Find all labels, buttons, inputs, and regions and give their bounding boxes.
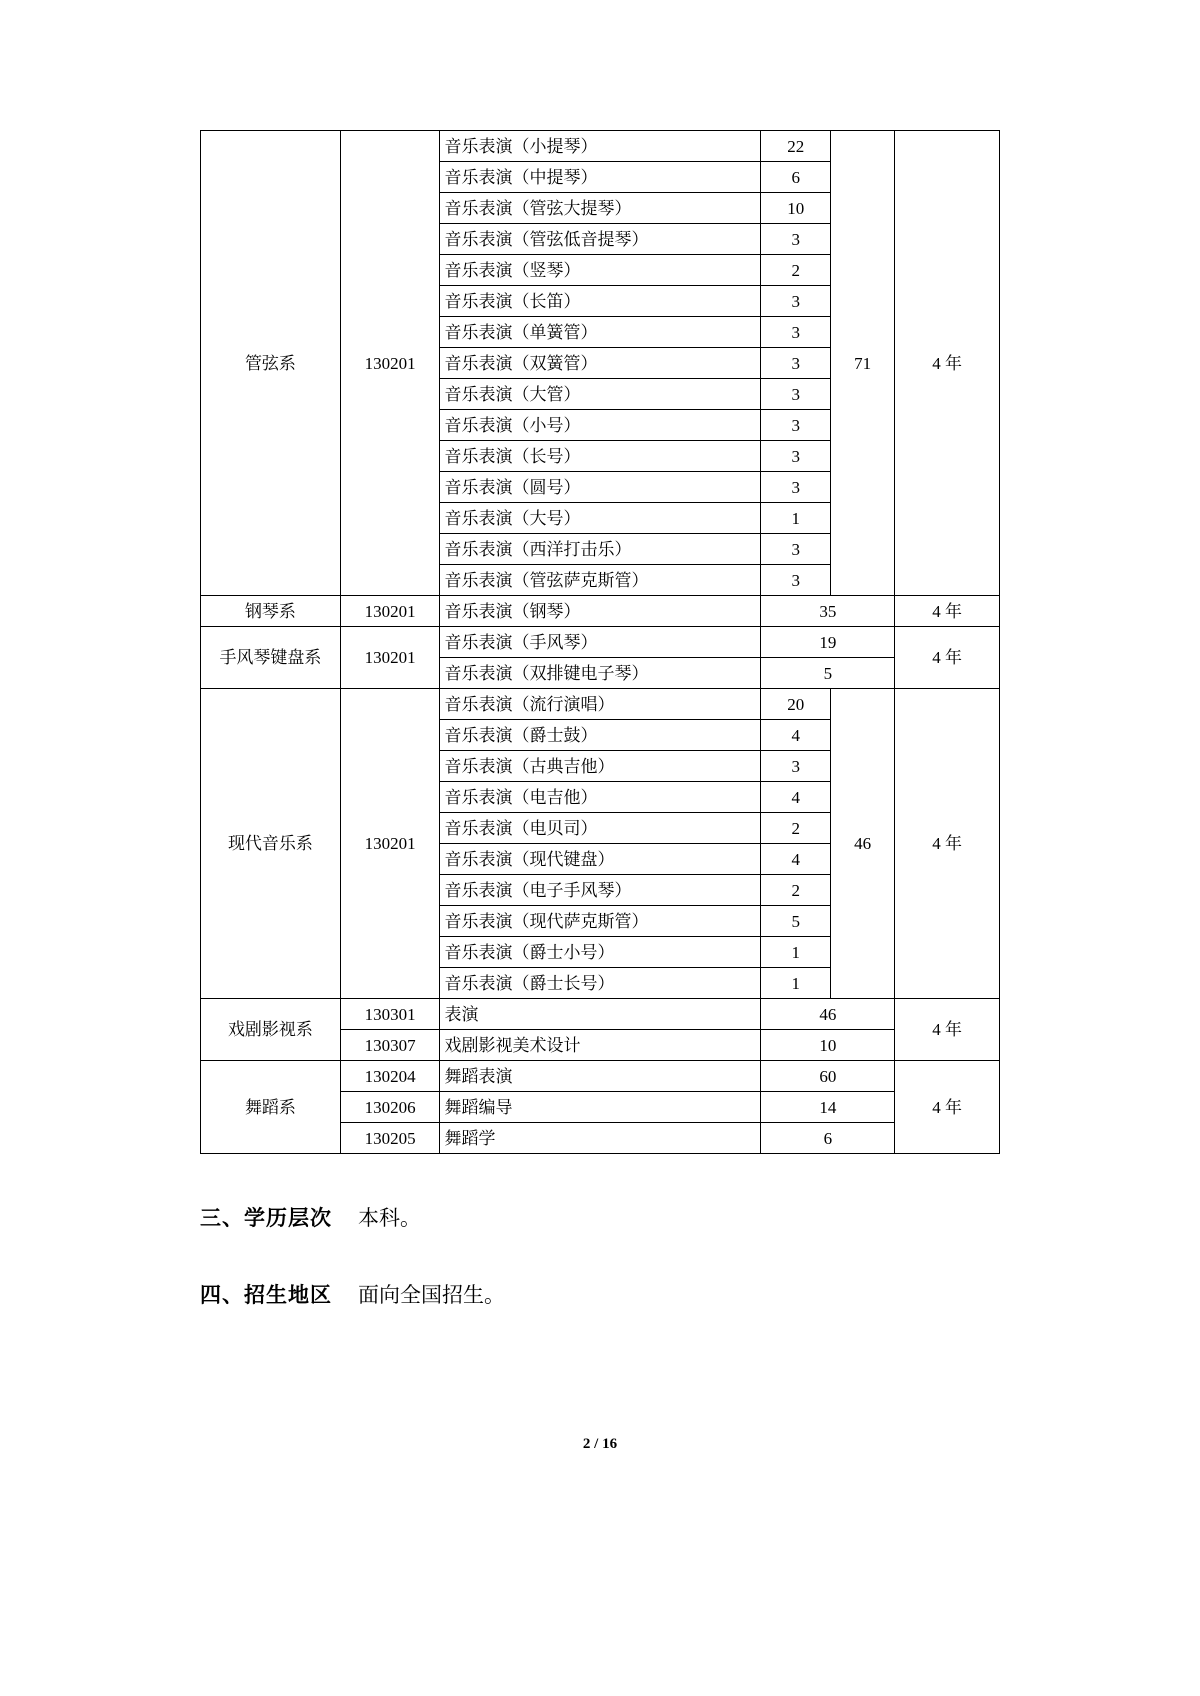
cell-major-name: 音乐表演（大号）: [440, 503, 761, 534]
cell-major-code: 130301: [340, 999, 440, 1030]
cell-plan-count: 20: [761, 689, 830, 720]
cell-major-name: 音乐表演（大管）: [440, 379, 761, 410]
cell-plan-count: 35: [761, 596, 895, 627]
cell-major-code: 130201: [340, 131, 440, 596]
section-row: [200, 1285, 1000, 1306]
cell-plan-count: 1: [761, 937, 830, 968]
cell-major-name: 音乐表演（钢琴）: [440, 596, 761, 627]
table-row: [201, 131, 1000, 162]
cell-major-name: 音乐表演（电贝司）: [440, 813, 761, 844]
cell-major-name: 音乐表演（双簧管）: [440, 348, 761, 379]
cell-major-code: 130201: [340, 596, 440, 627]
cell-major-name: 音乐表演（电吉他）: [440, 782, 761, 813]
page-content: [200, 130, 1000, 1306]
cell-major-name: 音乐表演（爵士鼓）: [440, 720, 761, 751]
cell-study-years: 4 年: [895, 131, 1000, 596]
cell-plan-count: 2: [761, 813, 830, 844]
cell-plan-count: 4: [761, 720, 830, 751]
table-row: [201, 999, 1000, 1030]
cell-plan-count: 3: [761, 472, 830, 503]
cell-plan-count: 6: [761, 1123, 895, 1154]
cell-major-code: 130204: [340, 1061, 440, 1092]
section-body: 面向全国招生。: [358, 1283, 505, 1307]
cell-major-name: 音乐表演（手风琴）: [440, 627, 761, 658]
cell-plan-count: 3: [761, 534, 830, 565]
cell-plan-count: 3: [761, 410, 830, 441]
cell-major-code: 130206: [340, 1092, 440, 1123]
cell-major-name: 音乐表演（管弦萨克斯管）: [440, 565, 761, 596]
cell-major-name: 音乐表演（现代萨克斯管）: [440, 906, 761, 937]
cell-plan-count: 3: [761, 224, 830, 255]
section-title: 三、学历层次: [200, 1206, 332, 1230]
cell-study-years: 4 年: [895, 689, 1000, 999]
cell-major-name: 舞蹈编导: [440, 1092, 761, 1123]
cell-major-name: 戏剧影视美术设计: [440, 1030, 761, 1061]
cell-study-years: 4 年: [895, 1061, 1000, 1154]
cell-major-name: 音乐表演（现代键盘）: [440, 844, 761, 875]
table-row: [201, 689, 1000, 720]
cell-plan-count: 3: [761, 379, 830, 410]
cell-department: 现代音乐系: [201, 689, 341, 999]
cell-major-code: 130201: [340, 689, 440, 999]
cell-major-name: 音乐表演（电子手风琴）: [440, 875, 761, 906]
cell-department: 手风琴键盘系: [201, 627, 341, 689]
cell-major-name: 音乐表演（单簧管）: [440, 317, 761, 348]
cell-major-name: 音乐表演（管弦低音提琴）: [440, 224, 761, 255]
cell-major-name: 音乐表演（双排键电子琴）: [440, 658, 761, 689]
cell-department: 管弦系: [201, 131, 341, 596]
section-row: [200, 1208, 1000, 1229]
cell-plan-count: 10: [761, 193, 830, 224]
cell-plan-count: 3: [761, 751, 830, 782]
cell-major-code: 130307: [340, 1030, 440, 1061]
cell-plan-count: 4: [761, 782, 830, 813]
cell-major-name: 舞蹈表演: [440, 1061, 761, 1092]
cell-major-name: 音乐表演（古典吉他）: [440, 751, 761, 782]
cell-plan-count: 3: [761, 317, 830, 348]
cell-plan-count: 2: [761, 875, 830, 906]
cell-department: 舞蹈系: [201, 1061, 341, 1154]
cell-department: 钢琴系: [201, 596, 341, 627]
cell-plan-count: 10: [761, 1030, 895, 1061]
cell-plan-count: 46: [761, 999, 895, 1030]
cell-plan-count: 5: [761, 906, 830, 937]
cell-plan-count: 6: [761, 162, 830, 193]
cell-major-name: 音乐表演（管弦大提琴）: [440, 193, 761, 224]
cell-plan-count: 5: [761, 658, 895, 689]
cell-plan-count: 3: [761, 348, 830, 379]
enrollment-plan-table: [200, 130, 1000, 1154]
cell-major-name: 音乐表演（小号）: [440, 410, 761, 441]
cell-major-name: 音乐表演（爵士长号）: [440, 968, 761, 999]
section-education-level: [200, 1208, 1000, 1229]
cell-major-name: 音乐表演（长笛）: [440, 286, 761, 317]
section-body: 本科。: [358, 1206, 421, 1230]
cell-plan-count: 14: [761, 1092, 895, 1123]
cell-plan-count: 3: [761, 565, 830, 596]
cell-major-name: 音乐表演（长号）: [440, 441, 761, 472]
cell-plan-count: 3: [761, 441, 830, 472]
table-row: [201, 1061, 1000, 1092]
cell-study-years: 4 年: [895, 596, 1000, 627]
section-title: 四、招生地区: [200, 1283, 332, 1307]
cell-major-name: 音乐表演（小提琴）: [440, 131, 761, 162]
cell-plan-count: 22: [761, 131, 830, 162]
cell-plan-count: 3: [761, 286, 830, 317]
table-body: [201, 131, 1000, 1154]
table-row: [201, 596, 1000, 627]
section-enrollment-region: [200, 1285, 1000, 1306]
cell-major-name: 音乐表演（爵士小号）: [440, 937, 761, 968]
cell-department: 戏剧影视系: [201, 999, 341, 1061]
cell-study-years: 4 年: [895, 999, 1000, 1061]
page-footer: 2 / 16: [582, 1436, 618, 1452]
cell-major-name: 音乐表演（竖琴）: [440, 255, 761, 286]
cell-plan-count: 4: [761, 844, 830, 875]
cell-major-name: 音乐表演（中提琴）: [440, 162, 761, 193]
cell-major-code: 130205: [340, 1123, 440, 1154]
cell-major-name: 表演: [440, 999, 761, 1030]
cell-major-name: 音乐表演（圆号）: [440, 472, 761, 503]
table-row: [201, 627, 1000, 658]
cell-major-name: 音乐表演（流行演唱）: [440, 689, 761, 720]
cell-plan-count: 19: [761, 627, 895, 658]
cell-plan-count: 2: [761, 255, 830, 286]
cell-subtotal: 46: [830, 689, 894, 999]
cell-subtotal: 71: [830, 131, 894, 596]
cell-plan-count: 1: [761, 503, 830, 534]
cell-major-code: 130201: [340, 627, 440, 689]
cell-plan-count: 1: [761, 968, 830, 999]
cell-major-name: 舞蹈学: [440, 1123, 761, 1154]
cell-major-name: 音乐表演（西洋打击乐）: [440, 534, 761, 565]
cell-plan-count: 60: [761, 1061, 895, 1092]
cell-study-years: 4 年: [895, 627, 1000, 689]
